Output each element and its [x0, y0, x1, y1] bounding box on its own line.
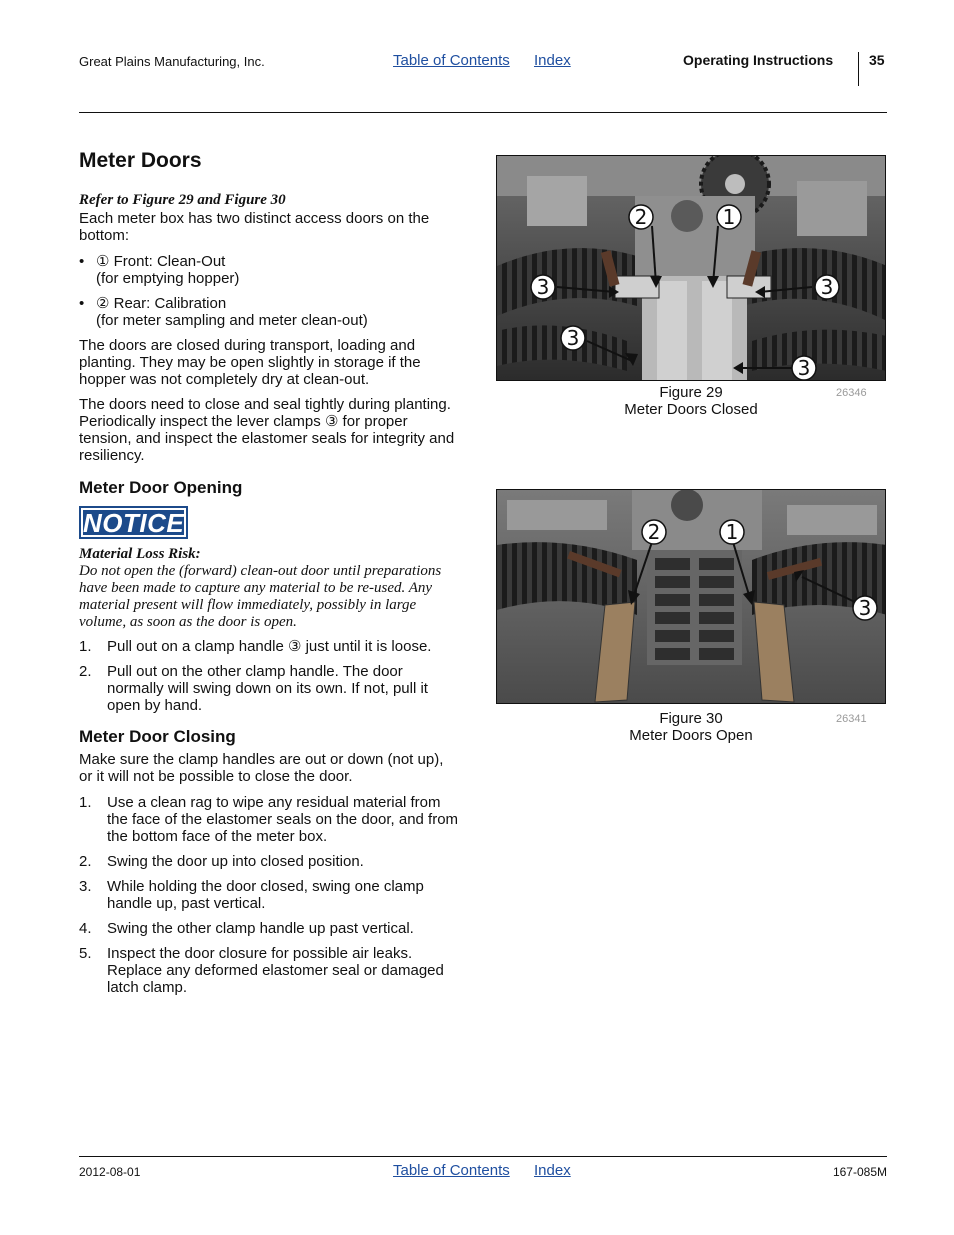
inspect-paragraph: The doors need to close and seal tightly during planting. Periodically inspect the lever clamps ③ for proper tension, and inspect the elastomer seals for integrity and resiliency.: [79, 396, 455, 464]
footer-index-link[interactable]: Index: [534, 1162, 571, 1179]
figure-30-callout-1: [720, 520, 744, 544]
closing-step-4: 4. Swing the other clamp handle up past vertical.: [79, 920, 414, 937]
figure-30-callout-2: [642, 520, 666, 544]
bullet-item-front: • ① Front: Clean-Out (for emptying hopper): [79, 253, 240, 287]
footer-doc-number: 167-085M: [832, 1165, 887, 1179]
closing-step-5: 5. Inspect the door closure for possible air leaks. Replace any deformed elastomer seal or damaged latch clamp.: [79, 945, 444, 996]
risk-title: Material Loss Risk:: [79, 546, 201, 562]
figure-30-caption: Figure 30 Meter Doors Open: [629, 710, 753, 744]
svg-text:3: 3: [797, 356, 811, 380]
risk-text: Do not open the (forward) clean-out door until preparations have been made to capture any material to be re-used. Any material present will flow immediately, possibly in large volume, as soon as the door is open.: [79, 563, 442, 630]
section-title: Operating Instructions: [683, 52, 834, 68]
svg-text:1: 1: [725, 520, 739, 544]
company-name: Great Plains Manufacturing, Inc.: [79, 54, 265, 69]
figure-30-photo: [496, 489, 886, 704]
figure-29-callout-3: [531, 275, 555, 299]
figure-29-callout-3: [561, 326, 585, 350]
header-toc-link[interactable]: Table of Contents: [393, 52, 510, 69]
closing-step-3: 3. While holding the door closed, swing one clamp handle up, past vertical.: [79, 878, 424, 912]
header-rule: [79, 112, 887, 113]
opening-step-1: 1. Pull out on a clamp handle ③ just until it is loose.: [79, 638, 432, 655]
header-index-link[interactable]: Index: [534, 52, 571, 69]
intro-paragraph: Each meter box has two distinct access doors on the bottom:: [79, 210, 430, 244]
figure-29-image-number: 26346: [836, 387, 867, 399]
figure-30-callout-3: [853, 596, 877, 620]
figure-29-callout-3: [792, 356, 816, 380]
figure-29-photo: [496, 155, 886, 381]
figure-29-callout-1: [717, 205, 741, 229]
svg-text:1: 1: [722, 205, 736, 229]
closing-step-1: 1. Use a clean rag to wipe any residual material from the face of the elastomer seals on the door, and from the bottom face of the meter box.: [79, 794, 459, 845]
figure-29-callout-3: [815, 275, 839, 299]
meter-door-closing-heading: Meter Door Closing: [79, 727, 236, 746]
figure-29-caption: Figure 29 Meter Doors Closed: [624, 384, 758, 418]
notice-badge: NOTICE: [79, 506, 188, 539]
svg-text:2: 2: [634, 205, 648, 229]
footer-toc-link[interactable]: Table of Contents: [393, 1162, 510, 1179]
footer-rule: [79, 1156, 887, 1157]
meter-door-opening-heading: Meter Door Opening: [79, 478, 243, 497]
opening-step-2: 2. Pull out on the other clamp handle. The door normally will swing down on its own. If not, pull it open by hand.: [79, 663, 428, 714]
figure-30-image-number: 26341: [836, 713, 867, 725]
bullet-item-rear: • ② Rear: Calibration (for meter sampling and meter clean-out): [79, 295, 368, 329]
meter-doors-open-illustration: [497, 490, 886, 704]
header-divider: [858, 52, 859, 86]
svg-text:3: 3: [566, 326, 580, 350]
footer-date: 2012-08-01: [79, 1165, 141, 1179]
closing-intro: Make sure the clamp handles are out or down (not up), or it will not be possible to close the door.: [79, 751, 444, 785]
svg-text:3: 3: [820, 275, 834, 299]
page-title: Meter Doors: [79, 149, 202, 172]
refer-line: Refer to Figure 29 and Figure 30: [79, 192, 286, 208]
svg-text:2: 2: [647, 520, 661, 544]
figure-29-callout-2: [629, 205, 653, 229]
svg-text:3: 3: [536, 275, 550, 299]
svg-text:3: 3: [858, 596, 872, 620]
page-number: 35: [869, 52, 885, 68]
doors-closed-paragraph: The doors are closed during transport, loading and planting. They may be open slightly in storage if the hopper was not completely dry at clean-out.: [79, 337, 421, 388]
closing-step-2: 2. Swing the door up into closed position.: [79, 853, 364, 870]
meter-doors-closed-illustration: [497, 156, 886, 381]
